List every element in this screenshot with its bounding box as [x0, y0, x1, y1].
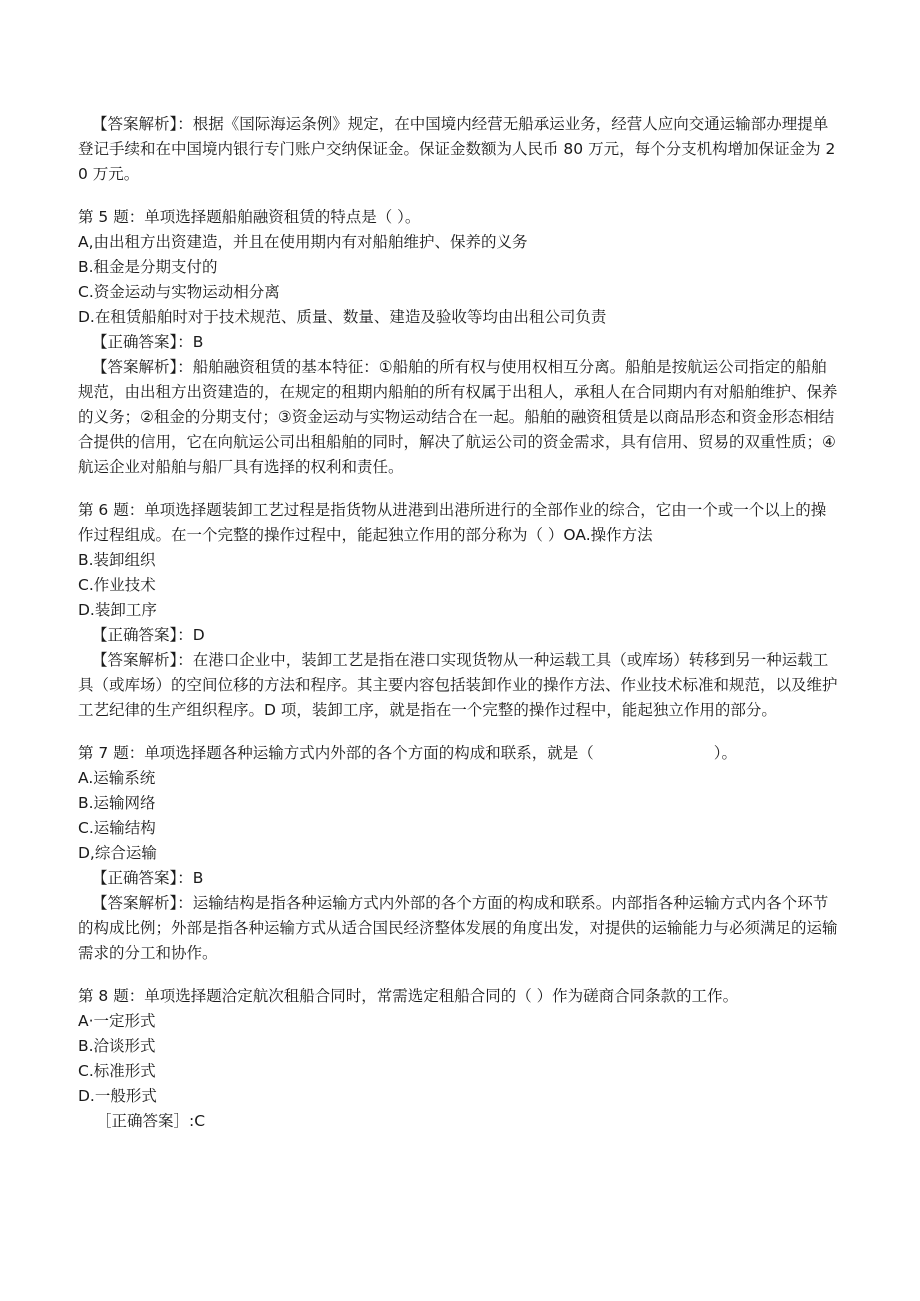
- q5-option-b: B.租金是分期支付的: [78, 258, 218, 276]
- q6-title: 第 6 题：单项选择题装卸工艺过程是指货物从进港到出港所进行的全部作业的综合，它由一个或一个以上的操作过程组成。在一个完整的操作过程中，能起独立作用的部分称为（ ）OA.操作方法: [78, 501, 827, 544]
- q8-option-d: D.一般形式: [78, 1087, 157, 1105]
- spacer: [78, 723, 840, 741]
- q8-option-c: C.标准形式: [78, 1062, 156, 1080]
- spacer: [78, 966, 840, 984]
- q6-answer-analysis: 【答案解析】：在港口企业中，装卸工艺是指在港口实现货物从一种运载工具（或库场）转移到另一种运载工具（或库场）的空间位移的方法和程序。其主要内容包括装卸作业的操作方法、作业技术标准和规范，以及维护工艺纪律的生产组织程序。D 项，装卸工序，就是指在一个完整的操作过程中，能起独立作用的部分。: [78, 651, 838, 719]
- q7-option-c: C.运输结构: [78, 819, 156, 837]
- q5-option-c: C.资金运动与实物运动相分离: [78, 283, 280, 301]
- q7-title: [78, 741, 840, 766]
- q5-option-a: A,由出租方出资建造，并且在使用期内有对船舶维护、保养的义务: [78, 233, 528, 251]
- q7-answer-analysis: 【答案解析】：运输结构是指各种运输方式内外部的各个方面的构成和联系。内部指各种运输方式内各个环节的构成比例；外部是指各种运输方式从适合国民经济整体发展的角度出发，对提供的运输能力与必须满足的运输需求的分工和协作。: [78, 894, 838, 962]
- q6-option-d: D.装卸工序: [78, 601, 157, 619]
- spacer: [78, 187, 840, 205]
- q8-option-a: A·一定形式: [78, 1012, 156, 1030]
- q7-title-end: ）。: [713, 744, 737, 762]
- q8-correct-answer: ［正确答案］:C: [96, 1112, 206, 1130]
- q7-option-b: B.运输网络: [78, 794, 156, 812]
- question-5: [78, 205, 840, 480]
- spacer: [78, 480, 840, 498]
- q6-correct-answer: 【正确答案】：D: [92, 626, 205, 644]
- q6-option-c: C.作业技术: [78, 576, 156, 594]
- q7-title-start: 第 7 题：单项选择题各种运输方式内外部的各个方面的构成和联系，就是（: [78, 744, 594, 762]
- question-6: [78, 498, 840, 723]
- q5-title: 第 5 题：单项选择题船舶融资租赁的特点是（ ）。: [78, 208, 421, 226]
- q7-option-d: D,综合运输: [78, 844, 157, 862]
- q7-option-a: A.运输系统: [78, 769, 156, 787]
- question-8: [78, 984, 840, 1134]
- q7-correct-answer: 【正确答案】：B: [92, 869, 204, 887]
- q8-option-b: B.洽谈形式: [78, 1037, 156, 1055]
- q5-correct-answer: 【正确答案】：B: [92, 333, 204, 351]
- document-page: [78, 112, 840, 1134]
- q5-option-d: D.在租赁船舶时对于技术规范、质量、数量、建造及验收等均由出租公司负责: [78, 308, 607, 326]
- q8-title: 第 8 题：单项选择题洽定航次租船合同时，常需选定租船合同的（ ）作为磋商合同条款的工作。: [78, 987, 739, 1005]
- question-7: [78, 741, 840, 966]
- q4-answer-analysis: 【答案解析】：根据《国际海运条例》规定，在中国境内经营无船承运业务，经营人应向交通运输部办理提单登记手续和在中国境内银行专门账户交纳保证金。保证金数额为人民币 80 万元，每个分支机构增加保证金为 20 万元。: [78, 115, 836, 183]
- q5-answer-analysis: 【答案解析】：船舶融资租赁的基本特征：①船舶的所有权与使用权相互分离。船舶是按航运公司指定的船舶规范，由出租方出资建造的，在规定的租期内船舶的所有权属于出租人，承租人在合同期内有对船舶维护、保养的义务；②租金的分期支付；③资金运动与实物运动结合在一起。船舶的融资租赁是以商品形态和资金形态相结合提供的信用，它在向航运公司出租船舶的同时，解决了航运公司的资金需求，具有信用、贸易的双重性质；④航运企业对船舶与船厂具有选择的权利和责任。: [78, 358, 838, 476]
- q6-option-b: B.装卸组织: [78, 551, 156, 569]
